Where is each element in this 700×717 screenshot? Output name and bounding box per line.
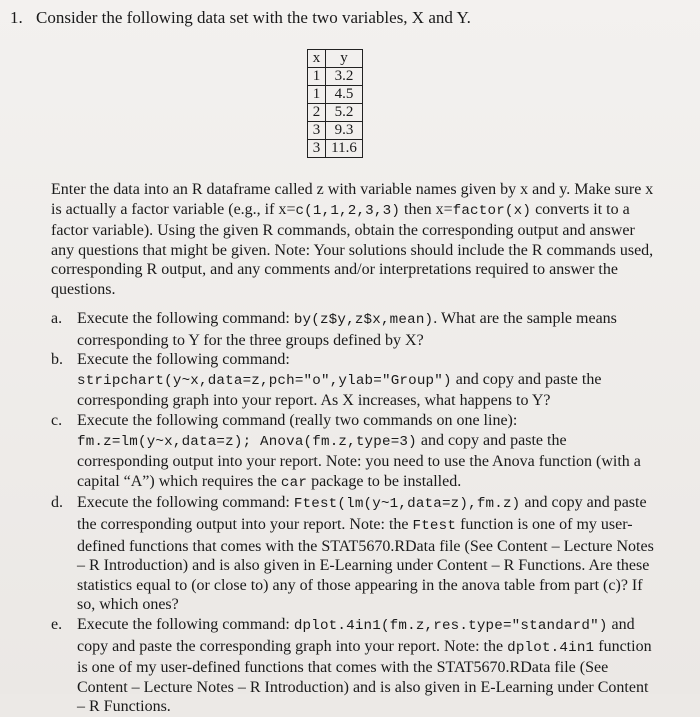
task-marker: a. [51, 310, 63, 327]
task-text: and copy and paste the corresponding output into your report. Note: you need to use the Anova function (with a capital “A”) which requires the [77, 431, 641, 490]
task-marker: c. [51, 411, 63, 429]
task-text: package to be installed. [307, 472, 462, 490]
table-header-y: y [326, 50, 363, 68]
task-code: fm.z=lm(y~x,data=z); Anova(fm.z,type=3) [77, 433, 417, 450]
table-row [308, 68, 363, 86]
intro-code-1: c(1,1,2,3,3) [295, 202, 401, 219]
task-code: by(z$y,z$x,mean) [293, 312, 434, 328]
task-item-d [51, 493, 656, 615]
task-code: Ftest [412, 517, 457, 534]
table-cell-x: 2 [308, 104, 326, 122]
task-text: Execute the following command: [77, 310, 294, 327]
intro-text-2: then x= [400, 200, 453, 218]
task-item-e [51, 615, 656, 717]
task-text: function is one of my user-defined functions that comes with the STAT5670.RData file (See Content – Lecture Notes – R Introduction) and is also given in E-Learning under Content – R Functions. Are these statistics equal to (or close to) any of those appearing in the anova table from part (c)? If so, which ones? [77, 515, 654, 614]
table-row [308, 86, 363, 104]
task-text: Execute the following command: [77, 494, 294, 512]
task-text: Execute the following command: [77, 351, 290, 369]
table-cell-x: 3 [308, 122, 326, 140]
task-text: function is one of my user-defined functions that comes with the STAT5670.RData file (See Content – Lecture Notes – R Introduction) and is also given in E-Learning under Content – R Functions. [77, 637, 652, 716]
task-list [51, 309, 656, 717]
table-header-row [308, 50, 363, 68]
table-cell-x: 1 [308, 86, 326, 104]
table-row [308, 122, 363, 140]
task-text: and copy and paste the corresponding output into your report. Note: the [77, 494, 647, 533]
task-code: dplot.4in1(fm.z,res.type="standard") [293, 617, 608, 634]
task-marker: e. [51, 615, 63, 633]
task-text: and copy and paste the corresponding graph into your report. Note: the [77, 615, 635, 655]
table-cell-y: 3.2 [326, 68, 363, 86]
data-table [307, 49, 363, 158]
intro-code-2: factor(x) [452, 202, 532, 219]
task-item-c [51, 411, 656, 493]
intro-text-3: converts it to a factor variable). Using the given R commands, obtain the corresponding output and answer any questions that might be given. Note: Your solutions should include the R commands used, corresponding R output, and any comments and/or interpretations required to answer the questions. [51, 200, 654, 298]
table-cell-y: 9.3 [326, 122, 363, 140]
task-text: Execute the following command (really two commands on one line): [77, 411, 518, 429]
task-text: . What are the sample means corresponding to Y for the three groups defined by X? [77, 310, 617, 349]
task-text: Execute the following command: [77, 615, 294, 633]
task-marker: d. [51, 494, 63, 512]
table-cell-y: 11.6 [326, 140, 363, 158]
task-item-a [51, 309, 656, 350]
question-heading [10, 8, 471, 28]
table-header-x: x [308, 50, 326, 68]
question-number: 1. [10, 8, 23, 27]
task-text: and copy and paste the corresponding graph into your report. As X increases, what happens to Y? [77, 370, 602, 410]
table-row [308, 140, 363, 158]
table-cell-y: 4.5 [326, 86, 363, 104]
task-code: Ftest(lm(y~1,data=z),fm.z) [293, 496, 521, 513]
table-row [308, 104, 363, 122]
task-code: stripchart(y~x,data=z,pch="o",ylab="Group") [77, 372, 452, 389]
table-cell-x: 1 [308, 68, 326, 86]
table-cell-x: 3 [308, 140, 326, 158]
table-cell-y: 5.2 [326, 104, 363, 122]
task-code: dplot.4in1 [507, 639, 595, 656]
question-title: Consider the following data set with the two variables, X and Y. [36, 8, 471, 27]
task-code: car [280, 474, 308, 491]
task-marker: b. [51, 351, 63, 369]
task-item-b [51, 350, 656, 411]
instructions-paragraph [51, 180, 656, 300]
intro-text-1: Enter the data into an R dataframe called z with variable names given by x and y. Make sure x is actually a factor variable (e.g., if x= [51, 181, 654, 218]
